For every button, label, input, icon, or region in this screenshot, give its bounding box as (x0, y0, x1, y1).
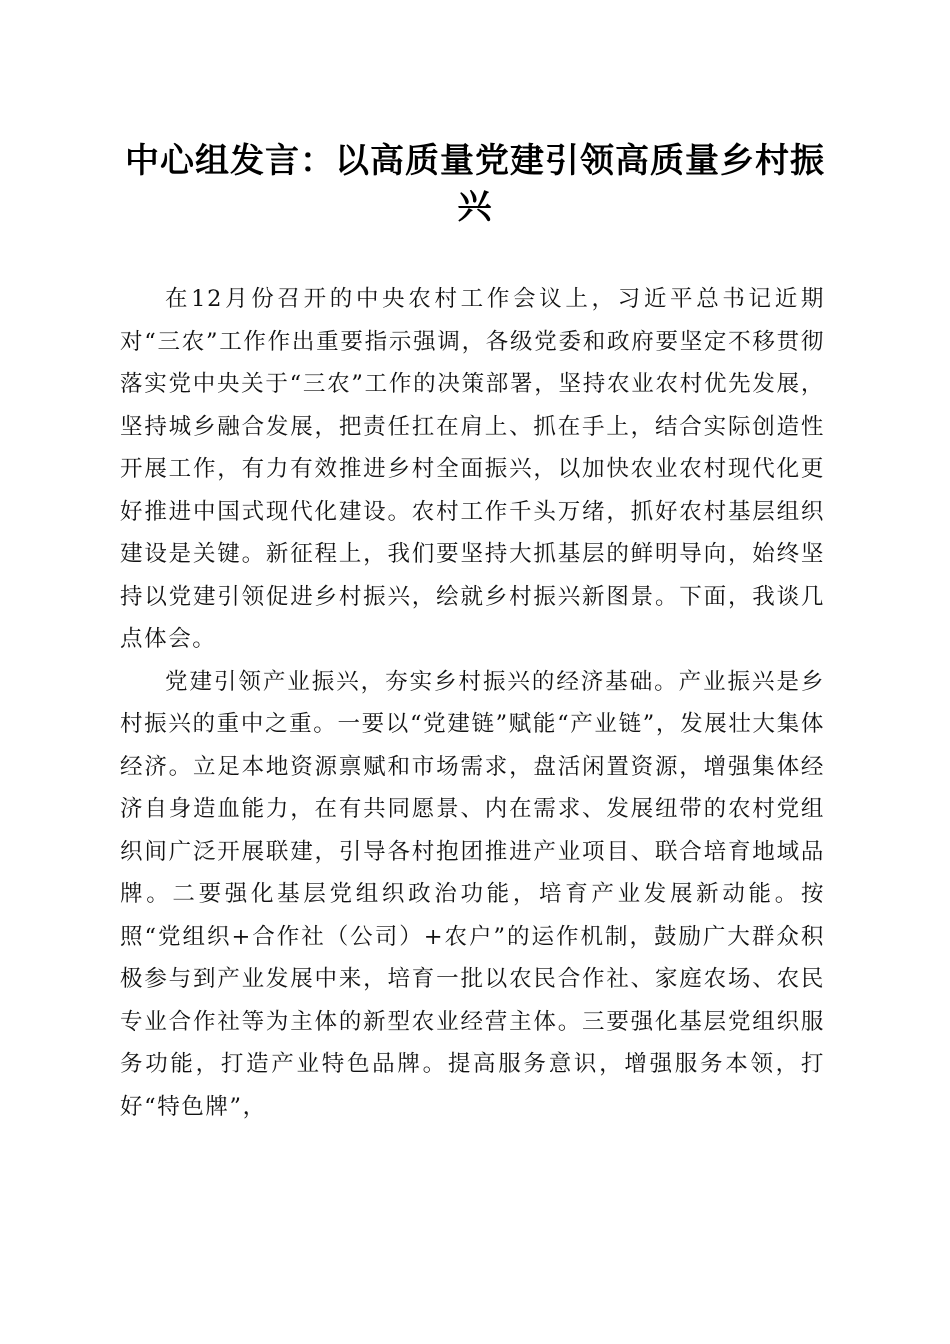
document-body (120, 278, 825, 1128)
paragraph-industry-revitalization: 党建引领产业振兴，夯实乡村振兴的经济基础。产业振兴是乡村振兴的重中之重。一要以“党建链”赋能“产业链”，发展壮大集体经济。立足本地资源禀赋和市场需求，盘活闲置资源，增强集体经济自身造血能力，在有共同愿景、内在需求、发展纽带的农村党组织间广泛开展联建，引导各村抱团推进产业项目、联合培育地域品牌。二要强化基层党组织政治功能，培育产业发展新动能。按照“党组织+合作社（公司）+农户”的运作机制，鼓励广大群众积极参与到产业发展中来，培育一批以农民合作社、家庭农场、农民专业合作社等为主体的新型农业经营主体。三要强化基层党组织服务功能，打造产业特色品牌。提高服务意识，增强服务本领，打好“特色牌”， (120, 668, 825, 1120)
paragraph-intro: 在12月份召开的中央农村工作会议上，习近平总书记近期对“三农”工作作出重要指示强调，各级党委和政府要坚定不移贯彻落实党中央关于“三农”工作的决策部署，坚持农业农村优先发展，坚持城乡融合发展，把责任扛在肩上、抓在手上，结合实际创造性开展工作，有力有效推进乡村全面振兴，以加快农业农村现代化更好推进中国式现代化建设。农村工作千头万绪，抓好农村基层组织建设是关键。新征程上，我们要坚持大抓基层的鲜明导向，始终坚持以党建引领促进乡村振兴，绘就乡村振兴新图景。下面，我谈几点体会。 (120, 286, 825, 652)
document-title: 中心组发言：以高质量党建引领高质量乡村振兴 (125, 141, 825, 227)
